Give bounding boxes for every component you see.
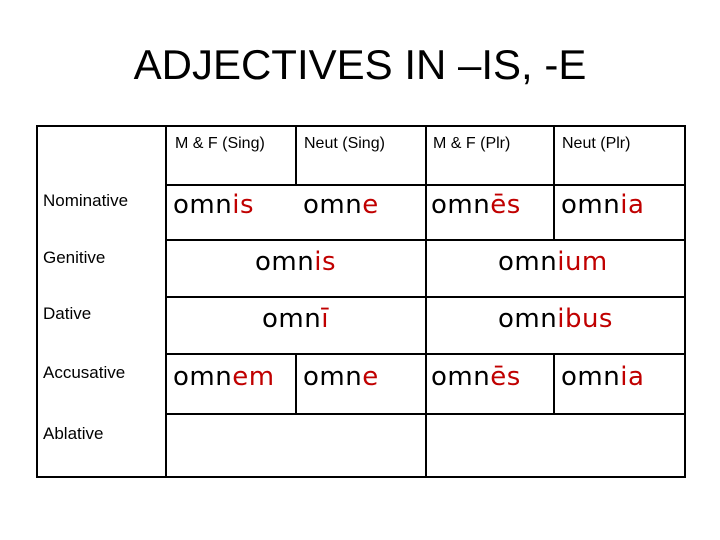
column-divider xyxy=(553,353,555,413)
word-stem: omn xyxy=(255,247,315,277)
word-ending: ī xyxy=(321,304,329,334)
column-divider xyxy=(295,127,297,184)
case-ablative: Ablative xyxy=(43,424,104,443)
word-stem: omn xyxy=(561,362,621,392)
nominative-mf-singular xyxy=(173,190,254,220)
page-title: ADJECTIVES IN –IS, -E xyxy=(133,41,587,88)
word-ending: ibus xyxy=(557,304,613,334)
dative-singular xyxy=(262,304,329,334)
accusative-neut-plural xyxy=(561,362,644,392)
nominative-neut-plural xyxy=(561,190,644,220)
word-ending: ia xyxy=(620,190,645,220)
word-ending: ēs xyxy=(490,190,521,220)
column-divider xyxy=(425,127,427,478)
header-mf-singular: M & F (Sing) xyxy=(175,135,265,152)
row-divider xyxy=(165,353,686,355)
word-stem: omn xyxy=(303,190,363,220)
word-ending: ium xyxy=(557,247,608,277)
genitive-plural xyxy=(498,247,608,277)
word-stem: omn xyxy=(303,362,363,392)
word-stem: omn xyxy=(498,247,558,277)
row-divider xyxy=(165,413,686,415)
word-ending: is xyxy=(314,247,336,277)
word-stem: omn xyxy=(431,362,491,392)
row-divider xyxy=(165,239,686,241)
word-stem: omn xyxy=(173,362,233,392)
word-ending: e xyxy=(362,190,379,220)
word-stem: omn xyxy=(498,304,558,334)
header-neut-plural: Neut (Plr) xyxy=(562,135,631,152)
header-mf-plural: M & F (Plr) xyxy=(433,135,511,152)
word-ending: e xyxy=(362,362,379,392)
case-accusative: Accusative xyxy=(43,363,126,382)
accusative-mf-plural xyxy=(431,362,521,392)
word-ending: ēs xyxy=(490,362,521,392)
accusative-mf-singular xyxy=(173,362,275,392)
word-ending: is xyxy=(232,190,254,220)
word-ending: em xyxy=(232,362,275,392)
word-ending: ia xyxy=(620,362,645,392)
nominative-neut-singular xyxy=(303,190,379,220)
case-dative: Dative xyxy=(43,304,92,323)
case-nominative: Nominative xyxy=(43,191,129,210)
row-divider xyxy=(165,296,686,298)
nominative-mf-plural xyxy=(431,190,521,220)
dative-plural xyxy=(498,304,613,334)
column-divider xyxy=(165,127,167,478)
case-genitive: Genitive xyxy=(43,248,106,267)
row-divider xyxy=(165,184,686,186)
word-stem: omn xyxy=(262,304,322,334)
column-divider xyxy=(553,127,555,239)
accusative-neut-singular xyxy=(303,362,379,392)
declension-table xyxy=(36,125,686,478)
genitive-singular xyxy=(255,247,336,277)
word-stem: omn xyxy=(173,190,233,220)
word-stem: omn xyxy=(431,190,491,220)
column-divider xyxy=(295,353,297,413)
word-stem: omn xyxy=(561,190,621,220)
header-neut-singular: Neut (Sing) xyxy=(304,135,385,152)
